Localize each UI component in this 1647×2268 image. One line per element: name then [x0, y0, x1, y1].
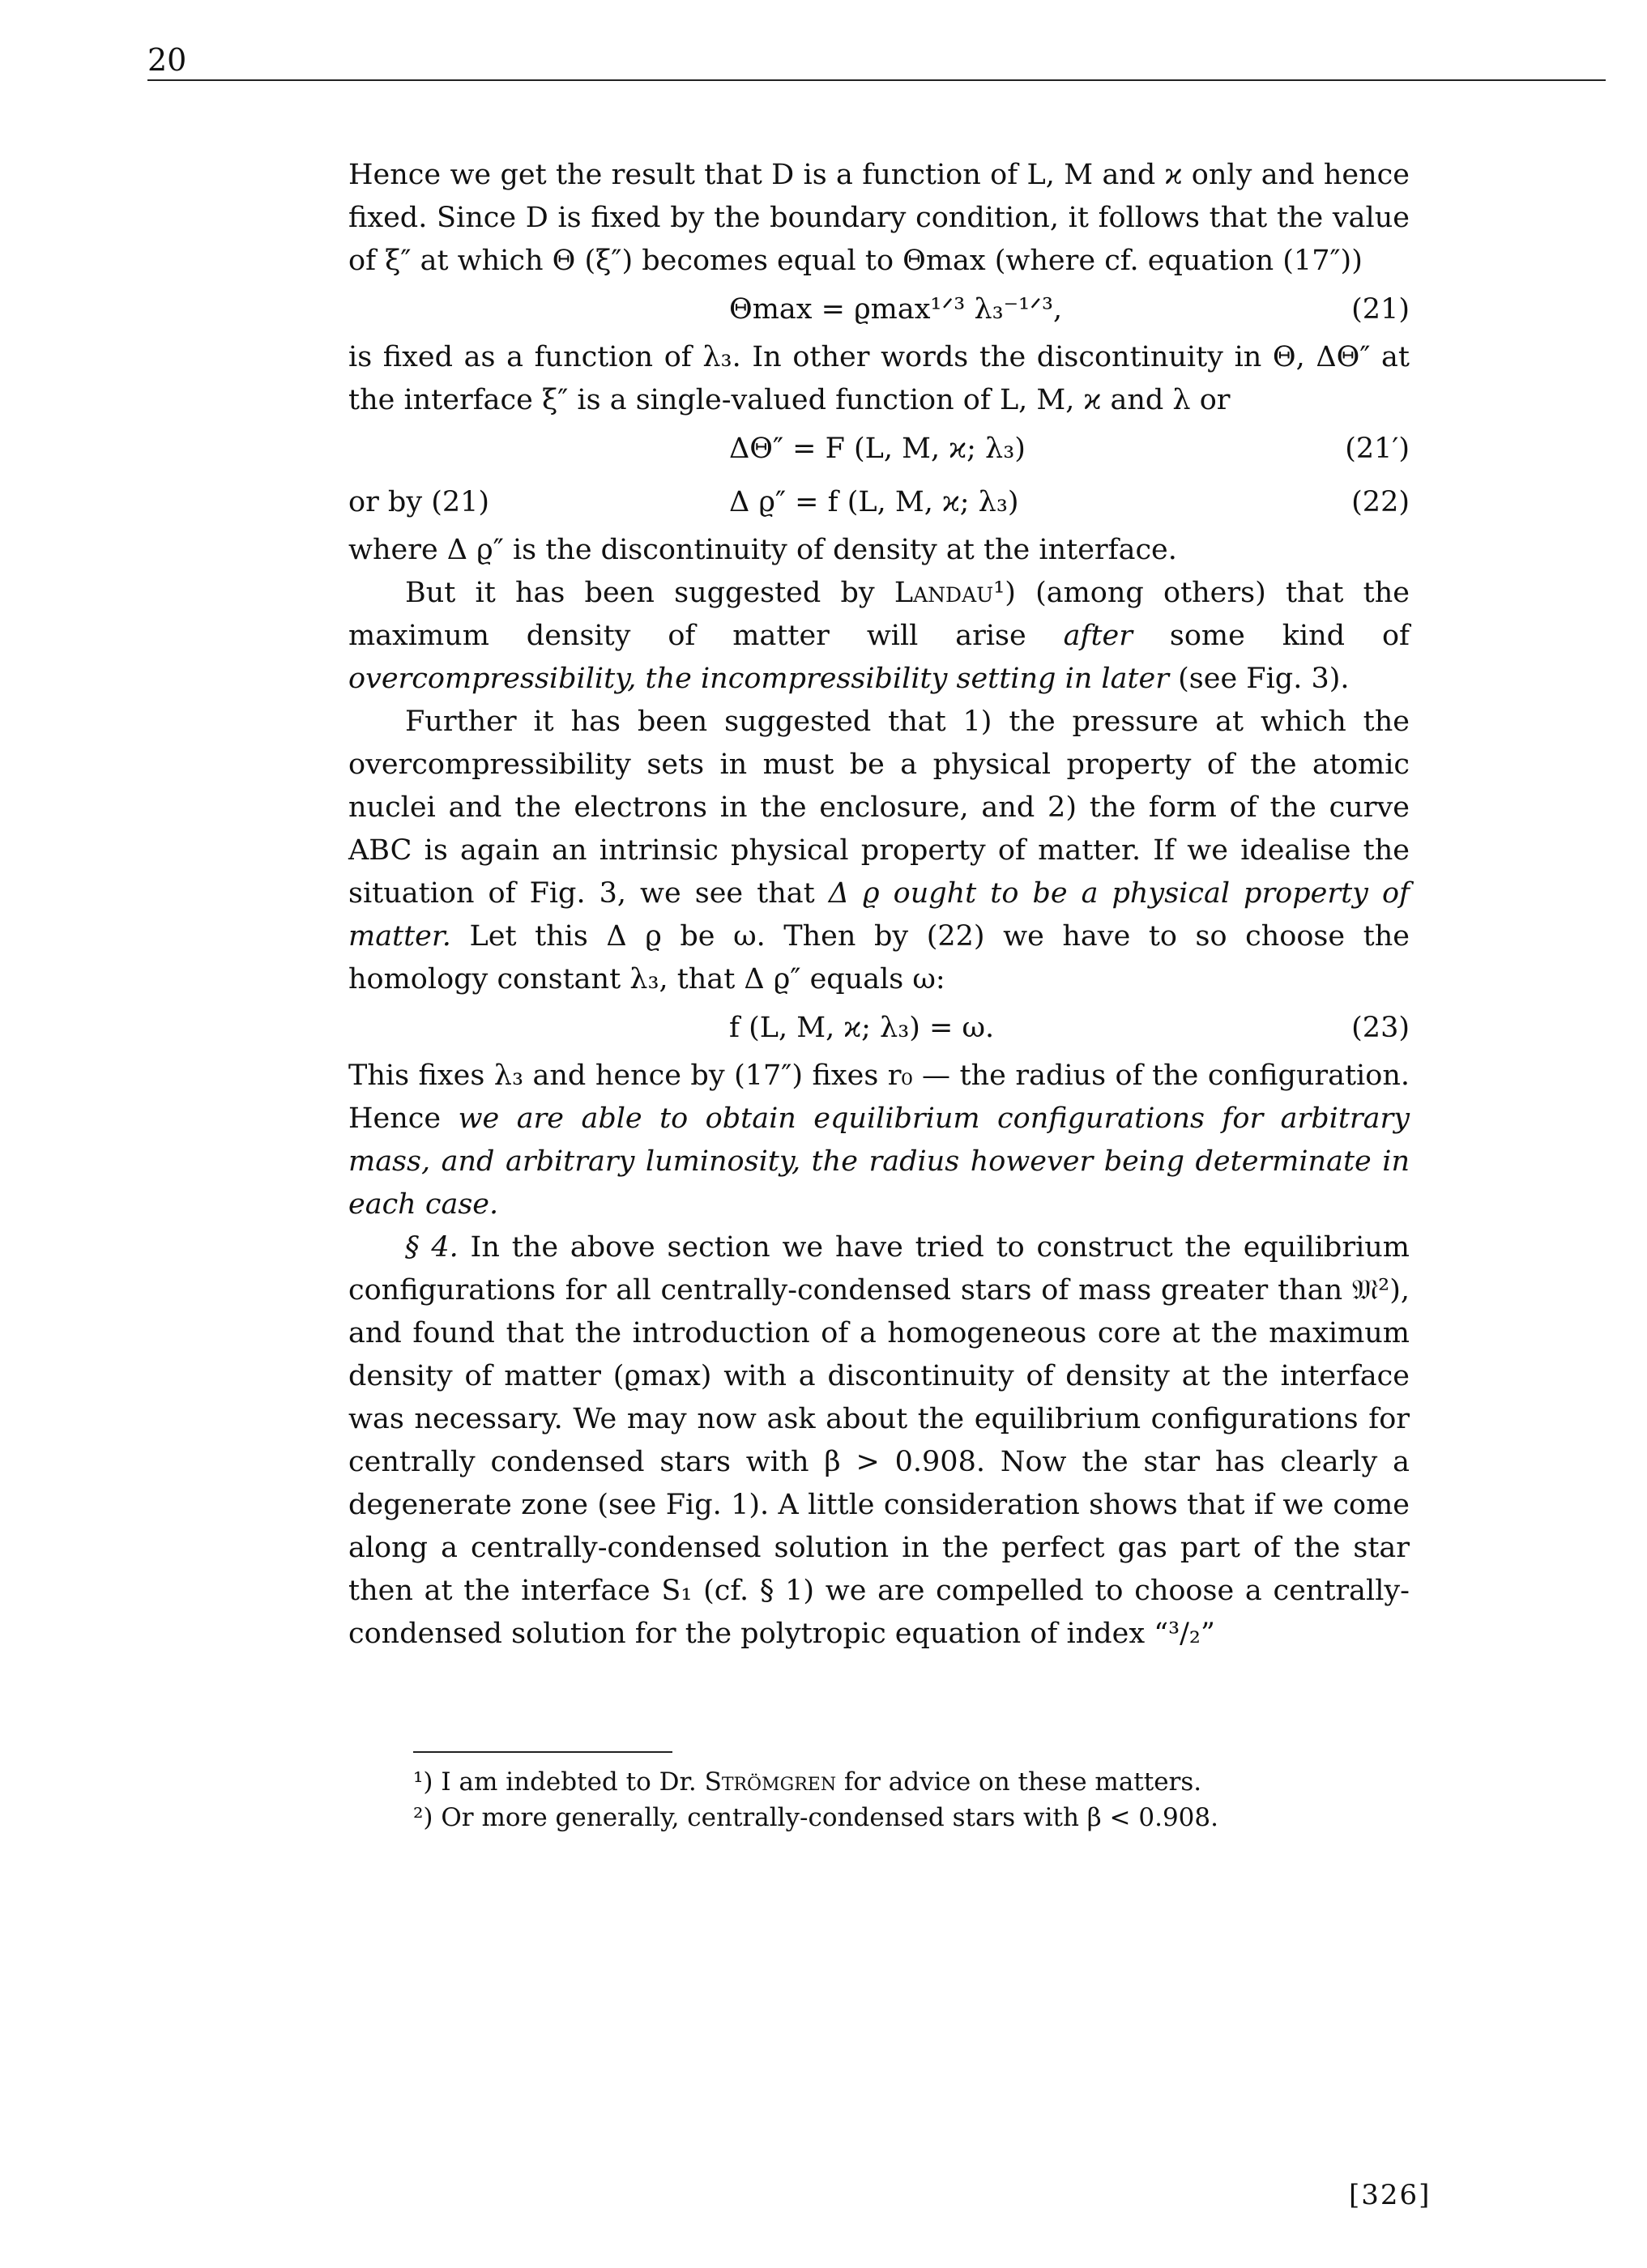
- paragraph-4-text-a: But it has been suggested by: [405, 577, 894, 609]
- equation-21-prime-expr: ΔΘ″ = F (L, M, ϰ; λ₃): [729, 432, 1026, 465]
- paragraph-7: [348, 1226, 1410, 1656]
- author-name-landau: Landau: [894, 577, 994, 609]
- paragraph-4-text-c: some kind of: [1132, 620, 1410, 652]
- equation-21-label: (21): [1351, 292, 1410, 326]
- footnote-rule: [413, 1751, 672, 1753]
- equation-22: [348, 475, 1410, 529]
- paragraph-5: [348, 701, 1410, 1001]
- paragraph-4-italic-2: overcompressibility, the incompressibility setting in later: [348, 663, 1170, 695]
- paragraph-4-text-b: ¹) (among others) that the maximum density of matter will arise: [348, 577, 1410, 652]
- paragraph-2: is fixed as a function of λ₃. In other words the discontinuity in Θ, ΔΘ″ at the interface ξ″ is a single-valued function of L, M, ϰ and λ or: [348, 341, 1410, 416]
- footnote-1-text-a: ¹) I am indebted to Dr.: [413, 1767, 705, 1797]
- equation-23: [348, 1001, 1410, 1055]
- page-number: 20: [147, 42, 187, 78]
- section-mark: § 4.: [405, 1231, 459, 1264]
- author-name-stromgren: Strömgren: [704, 1767, 837, 1797]
- paragraph-6-text: This fixes λ₃ and hence by (17″) fixes r₀ — the radius of the configuration. Hence: [348, 1059, 1410, 1135]
- paragraph-5-italic: Δ ϱ ought to be a physical property of matter.: [348, 877, 1410, 953]
- equation-21-prime-label: (21′): [1345, 432, 1410, 465]
- paragraph-5-text-b: Let this Δ ϱ be ω. Then by (22) we have to so choose the homology constant λ₃, that Δ ϱ″ equals ω:: [348, 920, 1410, 995]
- paragraph-5-text-a: Further it has been suggested that 1) the pressure at which the overcompressibility sets in must be a physical property of the atomic nuclei and the electrons in the enclosure, and 2) the form of the curve ABC is again an intrinsic physical property of matter. If we idealise the situation of Fig. 3, we see that: [348, 706, 1410, 910]
- footnote-1-text-b: for advice on these matters.: [836, 1767, 1202, 1797]
- footnote-2: ²) Or more generally, centrally-condensed stars with β < 0.908.: [413, 1803, 1218, 1832]
- main-text: [348, 154, 1410, 1656]
- page-reference: [326]: [1349, 2179, 1432, 2211]
- or-by-text: or by (21): [348, 485, 490, 518]
- equation-21-expr: Θmax = ϱmax¹ᐟ³ λ₃⁻¹ᐟ³,: [729, 292, 1063, 326]
- paragraph-3: where Δ ϱ″ is the discontinuity of density at the interface.: [348, 534, 1177, 566]
- paragraph-4-italic-1: after: [1063, 620, 1133, 652]
- paragraph-7-text: In the above section we have tried to construct the equilibrium configurations for all centrally-condensed stars of mass greater than 𝔐²), and found that the introduction of a homogeneous core at the maximum density of matter (ϱmax) with a discontinuity of density at the interface was necessary. We may now ask about the equilibrium configurations for centrally condensed stars with β > 0.908. Now the star has clearly a degenerate zone (see Fig. 1). A little consideration shows that if we come along a centrally-condensed solution in the perfect gas part of the star then at the interface S₁ (cf. § 1) we are compelled to choose a centrally-condensed solution for the polytropic equation of index “³/₂”: [348, 1231, 1410, 1650]
- paragraph-6: [348, 1055, 1410, 1226]
- equation-21-prime: [348, 422, 1410, 475]
- header-rule: [147, 79, 1606, 81]
- equation-22-expr: Δ ϱ″ = f (L, M, ϰ; λ₃): [729, 485, 1019, 518]
- footnote-1: [348, 1764, 1410, 1800]
- equation-21: [348, 283, 1410, 336]
- paragraph-1: Hence we get the result that D is a function of L, M and ϰ only and hence fixed. Since D is fixed by the boundary condition, it follows that the value of ξ″ at which Θ (ξ″) becomes equal to Θmax (where cf. equation (17″)): [348, 159, 1410, 277]
- equation-23-expr: f (L, M, ϰ; λ₃) = ω.: [729, 1011, 995, 1044]
- paragraph-4-text-d: (see Fig. 3).: [1169, 663, 1350, 695]
- paragraph-6-italic: we are able to obtain equilibrium configurations for arbitrary mass, and arbitrary luminosity, the radius however being determinate in each case.: [348, 1102, 1410, 1221]
- equation-23-label: (23): [1351, 1011, 1410, 1044]
- paragraph-4: [348, 572, 1410, 701]
- equation-22-label: (22): [1351, 485, 1410, 518]
- footnotes: [348, 1751, 1410, 1835]
